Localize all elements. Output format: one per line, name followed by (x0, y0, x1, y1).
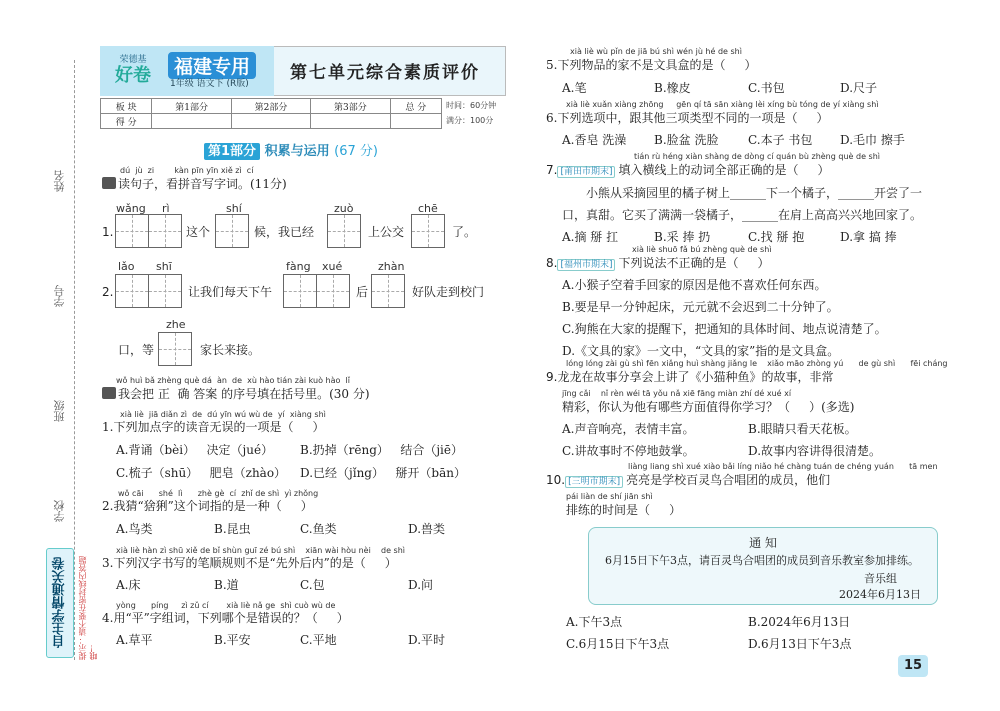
question-line: 7. [莆田市期末] 填入横线上的动词全部正确的是（ ） (546, 163, 830, 177)
question-text: 5.下列物品的家不是文具盒的是（ ） (546, 58, 757, 72)
char-box[interactable] (148, 214, 182, 248)
pinyin: wǒ huì bǎ zhèng què dá àn de xù hào tián zài kuò hào lǐ (116, 376, 350, 385)
question-text: 好队走到校门 (412, 285, 485, 299)
part-title: 积累与运用 (264, 144, 330, 159)
option[interactable]: D.尺子 (840, 81, 878, 95)
score-input-cell[interactable] (390, 114, 441, 129)
char-box[interactable] (158, 332, 192, 366)
section-text: 我会把 正 确 答案 的序号填在括号里。(30 分) (118, 387, 370, 401)
seal-line (74, 60, 75, 660)
option[interactable]: B.采 捧 扔 (654, 230, 711, 244)
pinyin: wǎng (116, 202, 146, 215)
char-box[interactable] (371, 274, 405, 308)
option[interactable]: B.橡皮 (654, 81, 691, 95)
question-text: 家长来接。 (200, 343, 261, 357)
pinyin: dú jù zi kàn pīn yīn xiě zì cí (120, 166, 254, 175)
option[interactable]: A.香皂 洗澡 (562, 133, 627, 147)
question-text: 这个 (186, 225, 211, 239)
section-title (102, 176, 287, 192)
logo-top-text: 荣德基 (119, 55, 147, 65)
sidebar-band-title: 自主学情通关卷 (46, 548, 74, 658)
score-row-label: 得 分 (101, 114, 152, 129)
pinyin: rì (162, 202, 170, 215)
char-box[interactable] (115, 274, 149, 308)
notice-card (588, 527, 938, 605)
option[interactable]: D.问 (408, 578, 434, 592)
option[interactable]: D.《文具的家》一文中，“文具的家”指的是文具盒。 (562, 344, 840, 358)
pinyin: zhàn (378, 260, 405, 273)
pinyin: shī (156, 260, 172, 273)
pinyin: liàng liang shì xué xiào bǎi líng niǎo hé chàng tuán de chéng yuán tā men (628, 462, 938, 471)
option[interactable]: D.平时 (408, 633, 446, 647)
question-number: 2. (102, 285, 114, 299)
score-input-cell[interactable] (231, 114, 310, 129)
notice-title: 通 知 (749, 536, 777, 550)
option[interactable]: A.笔 (562, 81, 587, 95)
pinyin: xià liè jiā diǎn zì de dú yīn wú wù de yí xiàng shì (120, 410, 326, 419)
passage-line: 口，真甜。它买了满满一袋橘子，______在肩上高高兴兴地回家了。 (562, 208, 923, 222)
question-text: 排练的时间是（ ） (566, 503, 682, 517)
question-text: 6.下列选项中，跟其他三项类型不同的一项是（ ） (546, 111, 829, 125)
full-score: 满分：100分 (446, 116, 494, 125)
option[interactable]: B.2024年6月13日 (748, 615, 851, 629)
pinyin: xià liè wù pǐn de jiā bú shì wén jù hé de shì (570, 47, 742, 56)
option[interactable]: A.声音响亮，表情丰富。 (562, 422, 695, 436)
source-tag: [莆田市期末] (557, 166, 615, 178)
option[interactable]: A.床 (116, 578, 141, 592)
pinyin: zuò (334, 202, 354, 215)
char-box[interactable] (316, 274, 350, 308)
question-text: 2.我猜“猞猁”这个词指的是一种（ ） (102, 499, 313, 513)
question-text: 下列说法不正确的是（ ） (618, 256, 770, 270)
question-text: 候，我已经 (254, 225, 315, 239)
question-line: 9.龙龙在故事分享会上讲了《小猫种鱼》的故事，非常 (546, 370, 834, 384)
option[interactable]: D.6月13日下午3点 (748, 637, 852, 651)
section-title (102, 386, 370, 402)
option[interactable]: B.扔掉（rēng） 结合（jiē） (300, 443, 463, 457)
option[interactable]: A.草平 (116, 633, 153, 647)
score-head-cell: 第3部分 (311, 99, 390, 114)
score-head-cell: 总 分 (390, 99, 441, 114)
option[interactable]: B.昆虫 (214, 522, 251, 536)
part-score: (67 分) (334, 144, 378, 159)
option[interactable]: B.要是早一分钟起床，元元就不会迟到二十分钟了。 (562, 300, 839, 314)
question-line: 8. [福州市期末] 下列说法不正确的是（ ） (546, 256, 770, 270)
question-text: 让我们每天下午 (188, 285, 273, 299)
logo (104, 52, 162, 90)
option[interactable]: C.梳子（shū） 肥皂（zhào） (116, 466, 287, 480)
question-text: 后 (356, 285, 369, 299)
name-label: 姓名 (53, 170, 66, 192)
sidebar-hint: 提示：请不要在密封线内答题哦！ (78, 556, 98, 660)
notice-signature: 音乐组 (864, 572, 897, 585)
option[interactable]: A.摘 掰 扛 (562, 230, 619, 244)
part-heading (204, 140, 378, 159)
section-number-icon (102, 387, 116, 399)
pinyin: xué (322, 260, 343, 273)
score-input-cell[interactable] (152, 114, 231, 129)
option[interactable]: D.兽类 (408, 522, 446, 536)
score-head-cell: 第2部分 (231, 99, 310, 114)
notice-date: 2024年6月13日 (839, 588, 921, 601)
question-text: 填入横线上的动词全部正确的是（ ） (618, 163, 830, 177)
question-text: 亮亮是学校百灵鸟合唱团的成员，他们 (626, 473, 831, 487)
unit-title: 第七单元综合素质评价 (290, 63, 480, 83)
option[interactable]: A.鸟类 (116, 522, 153, 536)
question-text: 了。 (452, 225, 477, 239)
option[interactable]: B.眼睛只看天花板。 (748, 422, 857, 436)
option[interactable]: C.找 掰 抱 (748, 230, 805, 244)
brand-title: 福建专用 (168, 52, 256, 79)
pinyin: tián rù héng xiàn shàng de dòng cí quán bù zhèng què de shì (634, 152, 880, 161)
option[interactable]: C.狗熊在大家的提醒下，把通知的具体时间、地点说清楚了。 (562, 322, 887, 336)
pinyin: wǒ cāi shé lì zhè gè cí zhǐ de shì yì zhǒng (118, 489, 319, 498)
option[interactable]: C.本子 书包 (748, 133, 813, 147)
source-tag: [三明市期末] (565, 476, 623, 488)
option[interactable]: B.道 (214, 578, 239, 592)
pinyin: pái liàn de shí jiān shì (566, 492, 653, 501)
brand-subtitle: 1年级 语文下 (R版) (170, 79, 249, 89)
option[interactable]: B.脸盆 洗脸 (654, 133, 719, 147)
question-text: 4.用“平”字组词，下列哪个是错误的？（ ） (102, 611, 349, 625)
class-label: 班级 (53, 400, 66, 422)
option[interactable]: C.包 (300, 578, 325, 592)
option[interactable]: C.鱼类 (300, 522, 337, 536)
question-text: 口，等 (118, 343, 155, 357)
exam-info (446, 98, 496, 128)
option[interactable]: D.故事内容讲得很清楚。 (748, 444, 882, 458)
question-text: 精彩，你认为他有哪些方面值得你学习？（ ）(多选) (562, 400, 855, 414)
char-box[interactable] (411, 214, 445, 248)
pinyin: yòng píng zì zǔ cí xià liè nǎ ge shì cuò wù de (116, 601, 336, 610)
pinyin: chē (418, 202, 438, 215)
option[interactable]: A.小猴子空着手回家的原因是他不喜欢任何东西。 (562, 278, 827, 292)
source-tag: [福州市期末] (557, 259, 615, 271)
question-line: 10. [三明市期末] 亮亮是学校百灵鸟合唱团的成员，他们 (546, 473, 831, 487)
score-head-cell: 板 块 (101, 99, 152, 114)
pinyin: xià liè xuǎn xiàng zhōng gēn qí tā sān xiàng lèi xíng bù tóng de yí xiàng shì (566, 100, 879, 109)
option[interactable]: D.拿 搞 捧 (840, 230, 897, 244)
pinyin: shí (226, 202, 242, 215)
score-table (100, 98, 442, 129)
question-number: 1. (102, 225, 114, 239)
option[interactable]: A.背诵（bèi） 决定（jué） (116, 443, 274, 457)
time-limit: 时间：60分钟 (446, 101, 497, 110)
pinyin: lóng lóng zài gù shì fēn xiǎng huì shàng jiǎng le xiǎo māo zhòng yú de gù shì fēi cháng (566, 359, 948, 368)
option[interactable]: A.下午3点 (566, 615, 623, 629)
option[interactable]: D.毛巾 擦手 (840, 133, 905, 147)
question-text: 1.下列加点字的读音无误的一项是（ ） (102, 420, 325, 434)
pinyin: zhe (166, 318, 186, 331)
char-box[interactable] (148, 274, 182, 308)
pinyin: xià liè shuō fǎ bú zhèng què de shì (632, 245, 772, 254)
pinyin: lǎo (118, 260, 135, 273)
option[interactable]: D.已经（jǐng） 掰开（bān） (300, 466, 466, 480)
option[interactable]: C.6月15日下午3点 (566, 637, 670, 651)
option[interactable]: C.平地 (300, 633, 337, 647)
passage-line: 小熊从采摘园里的橘子树上______下一个橘子，______开尝了一 (586, 186, 923, 200)
section-number-icon (102, 177, 116, 189)
score-head-cell: 第1部分 (152, 99, 231, 114)
notice-body: 6月15日下午3点，请百灵鸟合唱团的成员到音乐教室参加排练。 (605, 554, 919, 567)
char-box[interactable] (327, 214, 361, 248)
option[interactable]: B.平安 (214, 633, 251, 647)
school-label: 学校 (53, 500, 66, 522)
char-box[interactable] (115, 214, 149, 248)
score-input-cell[interactable] (311, 114, 390, 129)
logo-mark: 好卷 (115, 65, 151, 86)
question-text: 龙龙在故事分享会上讲了《小猫种鱼》的故事，非常 (557, 370, 834, 384)
question-text: 上公交 (368, 225, 405, 239)
pinyin: jīng cǎi nǐ rèn wéi tā yǒu nǎ xiē fāng miàn zhí dé xué xí (562, 389, 792, 398)
pinyin: xià liè hàn zì shū xiě de bǐ shùn guī zé bú shì xiān wài hòu nèi de shì (116, 546, 405, 555)
option[interactable]: C.讲故事时不停地鼓掌。 (562, 444, 695, 458)
char-box[interactable] (283, 274, 317, 308)
page-number: 15 (898, 655, 928, 677)
char-box[interactable] (215, 214, 249, 248)
option[interactable]: C.书包 (748, 81, 785, 95)
pinyin: fàng (286, 260, 311, 273)
part-badge: 第1部分 (204, 143, 260, 160)
student-id-label: 学号 (53, 285, 66, 307)
section-text: 读句子，看拼音写字词。(11分) (118, 177, 287, 191)
question-text: 3.下列汉字书写的笔顺规则不是“先外后内”的是（ ） (102, 556, 397, 570)
